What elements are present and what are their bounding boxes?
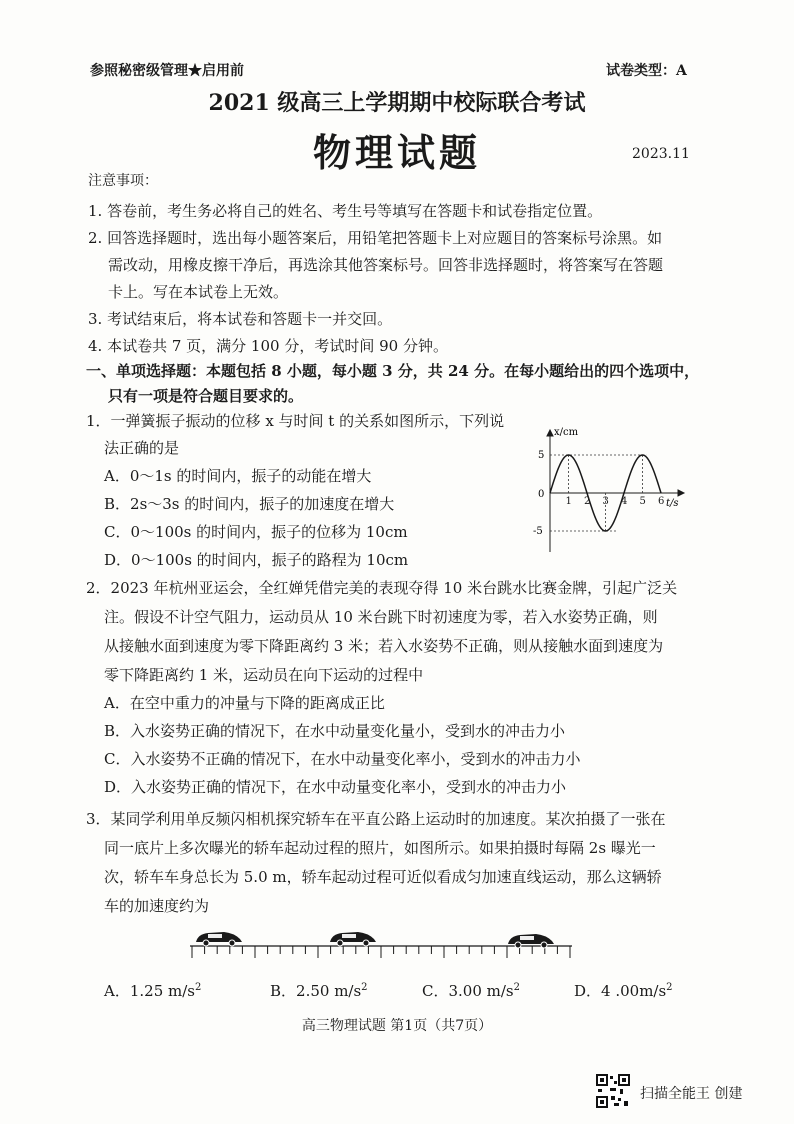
strobe-photo-figure: [180, 922, 580, 970]
x-tick-label: 2: [584, 496, 591, 507]
section-heading-cont: 只有一项是符合题目要求的。: [108, 387, 304, 405]
question-2-stem-cont: 零下降距离约 1 米，运动员在向下运动的过程中: [104, 666, 424, 684]
y-tick-label: -5: [533, 526, 543, 537]
question-2-option-d: D．入水姿势正确的情况下，在水中动量变化率小，受到水的冲击力小: [104, 778, 567, 796]
note-item: 2. 回答选择题时，选出每小题答案后，用铅笔把答题卡上对应题目的答案标号涂黑。如: [88, 229, 663, 247]
question-3-stem-cont: 同一底片上多次曝光的轿车起动过程的照片，如图所示。如果拍摄时每隔 2s 曝光一: [104, 839, 656, 857]
x-tick-label: 6: [658, 496, 665, 507]
x-tick-label: 5: [639, 496, 646, 507]
question-3-stem-cont: 次，轿车车身总长为 5.0 m，轿车起动过程可近似看成匀加速直线运动，那么这辆轿: [104, 868, 662, 886]
y-axis-arrow: [547, 430, 553, 436]
section-heading: 一、单项选择题：本题包括 8 小题，每小题 3 分，共 24 分。在每小题给出的四个选项中，: [86, 362, 700, 380]
question-2-option-c: C．入水姿势不正确的情况下，在水中动量变化率小，受到水的冲击力小: [104, 750, 581, 768]
note-item: 1. 答卷前，考生务必将自己的姓名、考生号等填写在答题卡和试卷指定位置。: [88, 202, 603, 220]
page-footer: 高三物理试题 第1页（共7页）: [301, 1018, 493, 1034]
x-axis-label: t/s: [666, 498, 679, 509]
question-1-option-b: B．2s～3s 的时间内，振子的加速度在增大: [104, 495, 395, 513]
note-item: 3. 考试结束后，将本试卷和答题卡一并交回。: [88, 310, 393, 328]
question-1-option-d: D．0～100s 的时间内，振子的路程为 10cm: [104, 551, 409, 569]
question-1-stem-cont: 法正确的是: [104, 439, 180, 457]
question-3-stem: 3．某同学利用单反频闪相机探究轿车在平直公路上运动时的加速度。某次拍摄了一张在: [86, 810, 666, 828]
question-2-option-b: B．入水姿势正确的情况下，在水中动量变化量小，受到水的冲击力小: [104, 722, 566, 740]
question-3-option-b: B．2.50 $m/s^2$: [270, 982, 368, 1000]
question-1-option-a: A．0～1s 的时间内，振子的动能在增大: [104, 467, 372, 485]
question-3-option-c: C．3.00 $m/s^2$: [422, 982, 520, 1000]
question-2-stem: 2．2023 年杭州亚运会，全红婵凭借完美的表现夺得 10 米台跳水比赛金牌，引起广泛关: [86, 579, 678, 597]
y-tick-label: 5: [538, 450, 545, 461]
x-tick-label: 4: [621, 496, 628, 507]
x-tick-label: 1: [565, 496, 572, 507]
question-2-stem-cont: 注。假设不计空气阻力，运动员从 10 米台跳下时初速度为零，若入水姿势正确，则: [104, 608, 658, 626]
note-item: 4. 本试卷共 7 页，满分 100 分，考试时间 90 分钟。: [88, 337, 448, 355]
confidentiality-label: 参照秘密级管理★启用前: [90, 63, 244, 79]
origin-label: 0: [538, 489, 545, 500]
x-tick-label: 3: [602, 496, 609, 507]
y-axis-label: x/cm: [554, 427, 579, 438]
question-1-stem: 1．一弹簧振子振动的位移 x 与时间 t 的关系如图所示，下列说: [86, 412, 505, 430]
page-title: 物理试题: [312, 130, 481, 175]
question-3-option-a: A．1.25 $m/s^2$: [104, 982, 202, 1000]
question-3-stem-cont: 车的加速度约为: [104, 897, 210, 915]
question-3-option-d: D．4 $.00m/s^2$: [574, 982, 673, 1000]
note-item: 需改动，用橡皮擦干净后，再选涂其他答案标号。回答非选择题时，将答案写在答题: [108, 256, 664, 274]
exam-title: 2021 级高三上学期期中校际联合考试: [208, 90, 586, 116]
x-axis-arrow: [678, 490, 684, 496]
qr-code-icon: [596, 1074, 630, 1108]
displacement-time-graph: [528, 424, 698, 554]
notes-title: 注意事项：: [88, 173, 158, 189]
paper-type: 试卷类型：A: [606, 63, 687, 79]
question-2-option-a: A．在空中重力的冲量与下降的距离成正比: [104, 694, 385, 712]
exam-date: 2023.11: [632, 146, 690, 162]
car-icon: [196, 932, 242, 946]
question-2-stem-cont: 从接触水面到速度为零下降距离约 3 米；若入水姿势不正确，则从接触水面到速度为: [104, 637, 664, 655]
scanner-watermark: 扫描全能王 创建: [640, 1086, 743, 1102]
note-item: 卡上。写在本试卷上无效。: [108, 283, 289, 301]
car-icon: [330, 932, 376, 946]
question-1-option-c: C．0～100s 的时间内，振子的位移为 10cm: [104, 523, 408, 541]
